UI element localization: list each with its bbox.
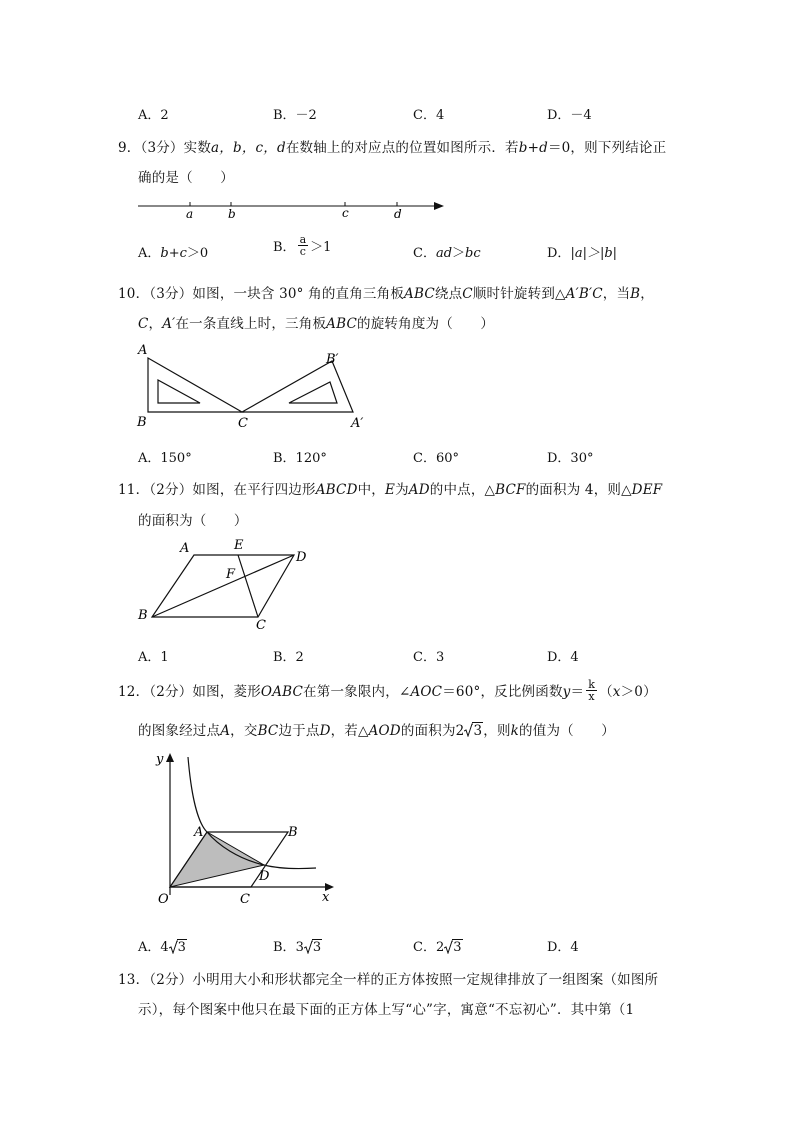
- q11-t1: 11．（2分）如图，在平行四边形: [118, 482, 316, 498]
- q9-vars: a，b，c，d: [211, 140, 286, 156]
- q10-c: C: [462, 286, 473, 302]
- q12-area-coef: 2: [455, 723, 465, 739]
- label-c: c: [342, 206, 349, 220]
- q12-area-rad: 3: [473, 723, 483, 739]
- q10-option-a: A．150°: [138, 451, 192, 466]
- q9-b-prefix: B．: [273, 240, 296, 255]
- q10-t1: 10．（3分）如图，一块含 30° 角的直角三角板: [118, 286, 405, 302]
- q11-ad: AD: [408, 482, 430, 498]
- q11-t5: 的面积为 4，则△: [525, 482, 632, 498]
- q12-oabc: OABC: [260, 684, 304, 700]
- q12-a-prefix: A．: [138, 940, 161, 955]
- q12-b-rad: 3: [312, 940, 322, 955]
- q13-line2: 示），每个图案中他只在最下面的正方体上写“心”字，寓意“不忘初心”．其中第（1: [138, 1002, 635, 1018]
- q10-line2: [138, 312, 494, 332]
- label-y: y: [156, 752, 164, 767]
- q11-t2: 中，: [357, 482, 385, 498]
- q10-option-c: C．60°: [413, 451, 459, 466]
- label-C: C: [256, 618, 266, 633]
- q12-figure: [150, 745, 340, 910]
- q11-line2: 的面积为（ ）: [138, 513, 248, 529]
- label-Bprime: B′: [326, 352, 339, 367]
- q12-x-den: x: [588, 690, 595, 703]
- shaded-triangle-aod: [170, 832, 264, 887]
- q10-figure: [132, 340, 382, 432]
- q12-option-c: [413, 936, 463, 955]
- q11-def: DEF: [631, 482, 663, 498]
- q9-number-line: [136, 196, 448, 222]
- q12-t7: ，交: [230, 723, 258, 739]
- q10-abc: ABC: [404, 286, 435, 302]
- q12-t12: 的值为（ ）: [519, 723, 615, 739]
- y-axis-arrow: [166, 753, 174, 762]
- label-A: A: [194, 825, 204, 840]
- q11-option-d: D．4: [547, 650, 579, 665]
- q12-b-coef: 3: [295, 940, 304, 955]
- q12-c-coef: 2: [435, 940, 445, 955]
- q9-option-d: [547, 242, 617, 261]
- q10-c2: C: [138, 316, 149, 332]
- q12-t8: 边于点: [278, 723, 320, 739]
- q10-t2: 绕点: [434, 286, 463, 302]
- label-F: F: [226, 567, 236, 582]
- q11-e: E: [385, 482, 396, 498]
- q8-option-d: D．－4: [547, 108, 592, 123]
- q9-c-rest: ＞: [452, 246, 466, 261]
- triangle-rotated: [242, 361, 353, 412]
- q9-line2: 确的是（ ）: [138, 170, 234, 186]
- q12-line2: [138, 719, 615, 739]
- q12-c-prefix: C．: [413, 940, 436, 955]
- q12-t1: 12．（2分）如图，菱形: [118, 684, 261, 700]
- q9-a-rest: ＞0: [186, 246, 209, 261]
- q10-t3: 顺时针旋转到△: [472, 286, 566, 302]
- q9-option-b: [273, 233, 332, 259]
- q12-t2: 在第一象限内，∠: [303, 684, 411, 700]
- q12-t3: ＝60°，反比例函数: [442, 684, 563, 700]
- q11-abcd: ABCD: [315, 482, 358, 498]
- q12-t9: ，若△: [330, 723, 369, 739]
- q9-b-rest: ＞1: [310, 240, 332, 255]
- q12-fraction: [586, 679, 597, 702]
- q9-mid: 在数轴上的对应点的位置如图所示．若: [285, 140, 519, 156]
- q12-a: A: [220, 723, 231, 739]
- q10-option-d: D．30°: [547, 451, 594, 466]
- number-line-arrow: [434, 202, 444, 210]
- label-B: B: [288, 825, 298, 840]
- q12-d: D: [319, 723, 331, 739]
- q9-option-c: [413, 242, 481, 261]
- q9-d-prefix: D．: [547, 246, 571, 261]
- q12-aoc: AOC: [410, 684, 443, 700]
- q10-t8: 的旋转角度为（ ）: [357, 316, 495, 332]
- q10-option-b: B．120°: [273, 451, 327, 466]
- q9-c-expr2: bc: [465, 246, 481, 261]
- q8-option-a: A．2: [138, 108, 169, 123]
- label-d: d: [394, 207, 402, 221]
- triangle-rotated-inner: [289, 382, 337, 403]
- q9-b-den: c: [299, 245, 306, 258]
- q9-cond: b+d: [518, 140, 548, 156]
- radical-icon: [304, 940, 313, 954]
- q12-y: y: [562, 684, 571, 700]
- segment-ec: [238, 555, 258, 617]
- q10-b: B: [630, 286, 641, 302]
- q11-t3: 为: [395, 482, 409, 498]
- label-a: a: [186, 207, 194, 221]
- q10-t7: 在一条直线上时，三角板: [175, 316, 327, 332]
- q12-bc: BC: [257, 723, 279, 739]
- q12-eq: ＝: [570, 684, 585, 700]
- q9-d-expr: |a|＞|b|: [570, 246, 618, 261]
- q12-a-coef: 4: [160, 940, 169, 955]
- label-b: b: [228, 207, 236, 221]
- triangle-abc-inner: [158, 380, 200, 403]
- q12-line1: [118, 680, 657, 704]
- radical-icon: [169, 940, 178, 954]
- q12-t4: （: [599, 684, 613, 700]
- q12-t5: ＞0）: [620, 684, 657, 700]
- label-C: C: [240, 892, 250, 907]
- triangle-abc: [148, 358, 242, 412]
- label-O: O: [158, 892, 169, 907]
- q12-aod: AOD: [368, 723, 401, 739]
- q12-t11: ，则: [483, 723, 511, 739]
- q12-a-rad: 3: [177, 940, 186, 955]
- q12-xcond: x: [612, 684, 621, 700]
- q8-option-c: C．4: [413, 108, 445, 123]
- q12-area-sqrt: [456, 723, 484, 739]
- q9-c-prefix: C．: [413, 246, 436, 261]
- q11-t4: 的中点，△: [429, 482, 496, 498]
- q11-line1: [118, 478, 662, 498]
- q11-bcf: BCF: [495, 482, 526, 498]
- q10-line1: [118, 282, 654, 302]
- label-D: D: [296, 550, 307, 565]
- label-E: E: [234, 538, 244, 553]
- q9-b-num: a: [299, 233, 307, 246]
- q9-a-prefix: A．: [138, 246, 161, 261]
- q12-k-num: k: [588, 678, 596, 691]
- q12-b-prefix: B．: [273, 940, 296, 955]
- q9-b-fraction: [298, 234, 309, 257]
- q11-figure: [134, 535, 314, 635]
- q9-option-a: [138, 242, 208, 261]
- q13-line1: 13．（2分）小明用大小和形状都完全一样的正方体按照一定规律排放了一组图案（如图所: [118, 972, 659, 988]
- q12-option-a: [138, 936, 187, 955]
- q9-line1: [118, 136, 666, 156]
- q9-a-expr: b+c: [160, 246, 187, 261]
- label-D: D: [259, 869, 270, 884]
- label-B: B: [138, 608, 148, 623]
- q12-kk: k: [510, 723, 520, 739]
- label-B: B: [137, 415, 147, 430]
- q11-option-b: B．2: [273, 650, 304, 665]
- q11-option-c: C．3: [413, 650, 445, 665]
- label-Aprime: A′: [351, 416, 364, 431]
- q9-c-expr: ad: [435, 246, 453, 261]
- q10-t6: ，: [148, 316, 163, 332]
- radical-icon: [464, 723, 473, 737]
- q12-option-d: D．4: [547, 940, 579, 955]
- q10-rot: A′B′C: [565, 286, 603, 302]
- q8-option-b: B．－2: [273, 108, 317, 123]
- q10-t4: ，当: [602, 286, 631, 302]
- radical-icon: [444, 940, 453, 954]
- label-A: A: [180, 541, 190, 556]
- q12-option-b: [273, 936, 322, 955]
- q9-lead: 9．（3分）实数: [118, 140, 212, 156]
- q9-tail: ＝0，则下列结论正: [547, 140, 667, 156]
- q10-abc2: ABC: [326, 316, 358, 332]
- q12-t6: 的图象经过点: [138, 723, 221, 739]
- q10-t5: ，: [640, 286, 654, 302]
- q10-aprime: A′: [162, 316, 176, 332]
- label-C: C: [238, 416, 248, 431]
- label-x: x: [322, 890, 330, 905]
- label-A: A: [138, 343, 148, 358]
- q11-option-a: A．1: [138, 650, 169, 665]
- q12-t10: 的面积为: [400, 723, 456, 739]
- q12-c-rad: 3: [453, 940, 462, 955]
